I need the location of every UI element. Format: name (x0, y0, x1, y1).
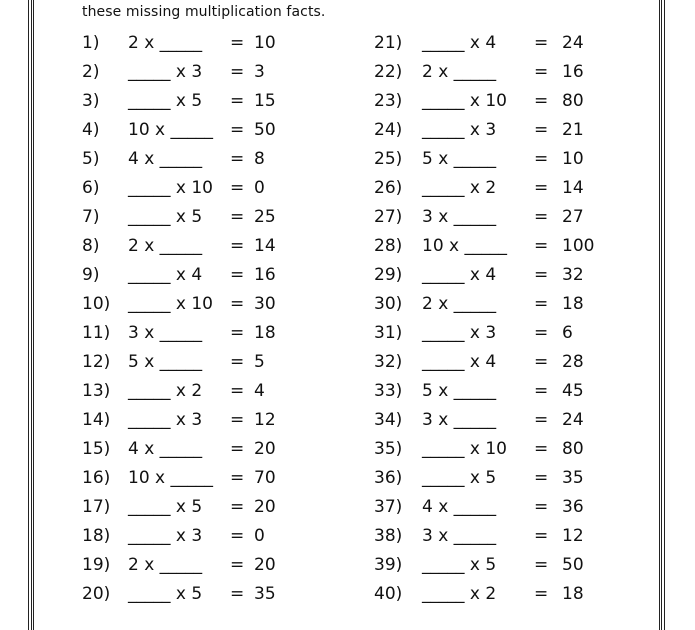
problem-number: 21) (374, 33, 403, 53)
problem-expression: 2 x _____ (128, 555, 203, 575)
problem-row (82, 495, 382, 524)
problem-product: 14 (254, 236, 276, 256)
equals-sign: = (534, 236, 549, 256)
problem-product: 32 (562, 265, 584, 285)
equals-sign: = (230, 236, 245, 256)
problem-product: 20 (254, 555, 276, 575)
problem-row (374, 524, 674, 553)
problem-expression: 4 x _____ (128, 439, 203, 459)
problem-expression: 10 x _____ (422, 236, 507, 256)
equals-sign: = (534, 468, 549, 488)
equals-sign: = (230, 468, 245, 488)
problem-expression: _____ x 2 (422, 584, 497, 604)
problem-number: 6) (82, 178, 100, 198)
equals-sign: = (230, 149, 245, 169)
problem-row (82, 408, 382, 437)
problem-row (374, 350, 674, 379)
problem-number: 19) (82, 555, 111, 575)
problem-product: 10 (562, 149, 584, 169)
problem-product: 50 (562, 555, 584, 575)
problem-expression: _____ x 10 (422, 91, 507, 111)
problem-expression: 5 x _____ (422, 149, 497, 169)
equals-sign: = (230, 352, 245, 372)
equals-sign: = (534, 33, 549, 53)
equals-sign: = (534, 91, 549, 111)
problem-row (82, 379, 382, 408)
problem-row (82, 205, 382, 234)
problem-number: 1) (82, 33, 100, 53)
equals-sign: = (534, 526, 549, 546)
problem-row (374, 292, 674, 321)
problem-row (82, 466, 382, 495)
problem-row (82, 31, 382, 60)
problem-number: 25) (374, 149, 403, 169)
problem-expression: _____ x 5 (128, 207, 203, 227)
problem-product: 16 (254, 265, 276, 285)
equals-sign: = (534, 352, 549, 372)
equals-sign: = (230, 120, 245, 140)
problem-number: 37) (374, 497, 403, 517)
equals-sign: = (230, 555, 245, 575)
equals-sign: = (230, 497, 245, 517)
problem-product: 24 (562, 410, 584, 430)
problem-row (374, 176, 674, 205)
problem-expression: 2 x _____ (422, 62, 497, 82)
problem-row (374, 379, 674, 408)
problem-number: 32) (374, 352, 403, 372)
problem-product: 80 (562, 439, 584, 459)
problem-row (82, 147, 382, 176)
problem-product: 14 (562, 178, 584, 198)
problem-number: 17) (82, 497, 111, 517)
problem-number: 36) (374, 468, 403, 488)
problem-expression: 3 x _____ (422, 526, 497, 546)
problem-number: 8) (82, 236, 100, 256)
problem-row (374, 321, 674, 350)
problem-product: 35 (562, 468, 584, 488)
problem-product: 15 (254, 91, 276, 111)
equals-sign: = (230, 294, 245, 314)
problem-product: 8 (254, 149, 265, 169)
problem-row (374, 147, 674, 176)
problem-row (82, 176, 382, 205)
problem-product: 45 (562, 381, 584, 401)
problem-expression: 5 x _____ (422, 381, 497, 401)
instructions-text: these missing multiplication facts. (82, 4, 326, 20)
problem-row (82, 292, 382, 321)
problem-row (374, 205, 674, 234)
equals-sign: = (230, 265, 245, 285)
equals-sign: = (534, 497, 549, 517)
problem-number: 12) (82, 352, 111, 372)
problem-product: 3 (254, 62, 265, 82)
problem-expression: _____ x 5 (128, 584, 203, 604)
equals-sign: = (534, 120, 549, 140)
problem-row (374, 582, 674, 611)
problem-expression: 10 x _____ (128, 120, 213, 140)
problem-expression: 3 x _____ (128, 323, 203, 343)
problem-number: 28) (374, 236, 403, 256)
problem-product: 35 (254, 584, 276, 604)
problem-expression: 2 x _____ (422, 294, 497, 314)
problem-row (374, 553, 674, 582)
problem-number: 9) (82, 265, 100, 285)
equals-sign: = (534, 410, 549, 430)
problem-number: 29) (374, 265, 403, 285)
problem-row (374, 89, 674, 118)
problem-number: 11) (82, 323, 111, 343)
problem-row (374, 60, 674, 89)
problem-number: 31) (374, 323, 403, 343)
problem-number: 38) (374, 526, 403, 546)
problem-number: 7) (82, 207, 100, 227)
problem-row (374, 495, 674, 524)
problems-right-column (374, 31, 674, 611)
problem-product: 18 (562, 584, 584, 604)
problem-number: 4) (82, 120, 100, 140)
problem-expression: _____ x 10 (128, 294, 213, 314)
problem-row (82, 321, 382, 350)
problem-row (374, 234, 674, 263)
problem-number: 2) (82, 62, 100, 82)
problem-product: 5 (254, 352, 265, 372)
equals-sign: = (230, 526, 245, 546)
problem-number: 40) (374, 584, 403, 604)
problem-product: 10 (254, 33, 276, 53)
problem-expression: _____ x 2 (422, 178, 497, 198)
problem-number: 16) (82, 468, 111, 488)
problem-number: 13) (82, 381, 111, 401)
problem-row (374, 118, 674, 147)
problem-expression: _____ x 5 (422, 468, 497, 488)
problem-expression: 4 x _____ (422, 497, 497, 517)
problem-product: 25 (254, 207, 276, 227)
problem-product: 18 (562, 294, 584, 314)
equals-sign: = (534, 294, 549, 314)
equals-sign: = (534, 149, 549, 169)
problem-row (374, 466, 674, 495)
problem-product: 27 (562, 207, 584, 227)
problem-product: 18 (254, 323, 276, 343)
problem-expression: _____ x 10 (422, 439, 507, 459)
problem-row (374, 437, 674, 466)
problem-number: 24) (374, 120, 403, 140)
problem-row (82, 437, 382, 466)
problem-product: 6 (562, 323, 573, 343)
problem-row (82, 234, 382, 263)
problem-row (82, 118, 382, 147)
problem-expression: 3 x _____ (422, 410, 497, 430)
equals-sign: = (230, 91, 245, 111)
problem-number: 15) (82, 439, 111, 459)
problem-expression: _____ x 5 (128, 497, 203, 517)
problem-expression: _____ x 4 (422, 352, 497, 372)
problem-expression: _____ x 3 (128, 410, 203, 430)
problem-number: 27) (374, 207, 403, 227)
problem-expression: _____ x 4 (128, 265, 203, 285)
problem-expression: 2 x _____ (128, 236, 203, 256)
problem-product: 28 (562, 352, 584, 372)
problem-number: 14) (82, 410, 111, 430)
problem-expression: _____ x 3 (128, 62, 203, 82)
problem-product: 0 (254, 178, 265, 198)
problem-row (82, 524, 382, 553)
problem-number: 33) (374, 381, 403, 401)
problem-number: 26) (374, 178, 403, 198)
equals-sign: = (230, 62, 245, 82)
equals-sign: = (230, 584, 245, 604)
problem-product: 100 (562, 236, 595, 256)
equals-sign: = (230, 178, 245, 198)
problem-expression: _____ x 5 (422, 555, 497, 575)
problem-row (82, 553, 382, 582)
equals-sign: = (534, 584, 549, 604)
problem-product: 36 (562, 497, 584, 517)
problem-expression: _____ x 10 (128, 178, 213, 198)
equals-sign: = (230, 410, 245, 430)
problem-number: 23) (374, 91, 403, 111)
problem-expression: _____ x 3 (422, 120, 497, 140)
problem-product: 50 (254, 120, 276, 140)
problem-product: 16 (562, 62, 584, 82)
problem-row (82, 60, 382, 89)
problem-row (82, 350, 382, 379)
problem-product: 80 (562, 91, 584, 111)
problem-expression: _____ x 4 (422, 265, 497, 285)
problem-number: 30) (374, 294, 403, 314)
problem-product: 4 (254, 381, 265, 401)
problem-number: 34) (374, 410, 403, 430)
problem-number: 10) (82, 294, 111, 314)
problem-product: 12 (254, 410, 276, 430)
equals-sign: = (230, 207, 245, 227)
equals-sign: = (534, 265, 549, 285)
problem-expression: _____ x 3 (128, 526, 203, 546)
problem-product: 24 (562, 33, 584, 53)
problem-row (82, 582, 382, 611)
problem-number: 35) (374, 439, 403, 459)
problem-number: 18) (82, 526, 111, 546)
problem-expression: 3 x _____ (422, 207, 497, 227)
equals-sign: = (534, 439, 549, 459)
equals-sign: = (230, 33, 245, 53)
equals-sign: = (534, 323, 549, 343)
problem-row (374, 263, 674, 292)
problem-expression: 10 x _____ (128, 468, 213, 488)
problem-number: 5) (82, 149, 100, 169)
equals-sign: = (534, 62, 549, 82)
problem-expression: _____ x 4 (422, 33, 497, 53)
problem-number: 22) (374, 62, 403, 82)
problem-number: 3) (82, 91, 100, 111)
problem-product: 20 (254, 497, 276, 517)
problem-product: 21 (562, 120, 584, 140)
problem-product: 12 (562, 526, 584, 546)
problem-expression: 2 x _____ (128, 33, 203, 53)
problem-product: 30 (254, 294, 276, 314)
equals-sign: = (534, 555, 549, 575)
problem-product: 20 (254, 439, 276, 459)
equals-sign: = (230, 323, 245, 343)
problem-row (82, 89, 382, 118)
problem-product: 70 (254, 468, 276, 488)
problem-row (374, 408, 674, 437)
equals-sign: = (230, 381, 245, 401)
problem-number: 20) (82, 584, 111, 604)
problem-number: 39) (374, 555, 403, 575)
problem-expression: 4 x _____ (128, 149, 203, 169)
problem-expression: _____ x 2 (128, 381, 203, 401)
problems-left-column (82, 31, 382, 611)
problem-product: 0 (254, 526, 265, 546)
problem-expression: 5 x _____ (128, 352, 203, 372)
equals-sign: = (534, 381, 549, 401)
equals-sign: = (534, 207, 549, 227)
problem-expression: _____ x 3 (422, 323, 497, 343)
problem-row (374, 31, 674, 60)
equals-sign: = (534, 178, 549, 198)
equals-sign: = (230, 439, 245, 459)
problem-row (82, 263, 382, 292)
problem-expression: _____ x 5 (128, 91, 203, 111)
